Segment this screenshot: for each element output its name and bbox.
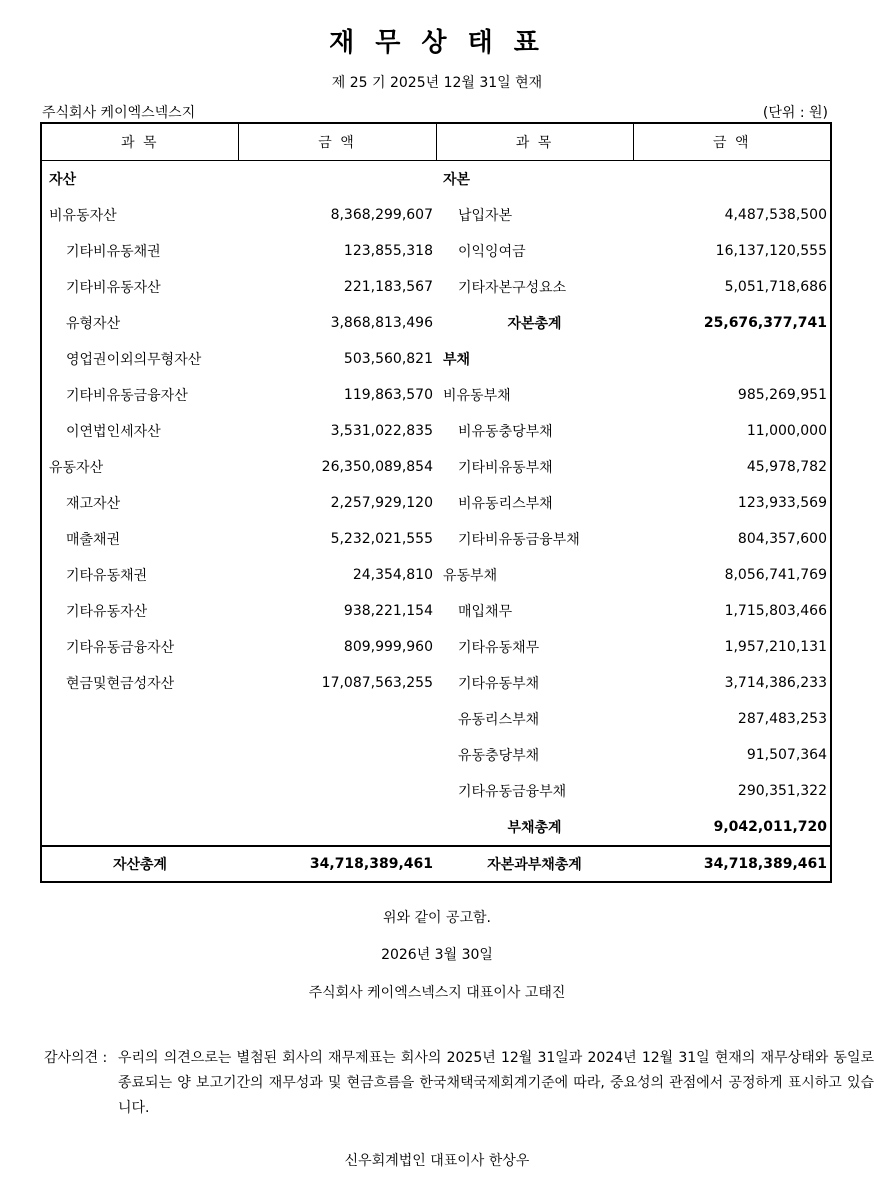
account-label: 매출채권 (66, 532, 121, 548)
amount-value: 17,087,563,255 (321, 675, 433, 691)
amount-value: 221,183,567 (343, 279, 433, 295)
account-label: 유동리스부채 (458, 712, 540, 728)
account-label: 기타유동금융부채 (458, 784, 567, 800)
notice-statement: 위와 같이 공고함. (382, 910, 492, 926)
table-row (41, 557, 831, 593)
account-label: 기타비유동자산 (66, 280, 161, 296)
amount-value: 4,487,538,500 (724, 207, 827, 223)
empty-cell (41, 809, 238, 846)
subtotal-value: 9,042,011,720 (713, 819, 827, 835)
amount-value: 123,933,569 (737, 495, 827, 511)
header-account-right: 과 목 (436, 123, 633, 161)
balance-sheet-table (40, 122, 832, 883)
account-label: 기타유동부채 (458, 676, 540, 692)
total-assets-label: 자산총계 (41, 846, 238, 882)
table-row (41, 449, 831, 485)
amount-value: 1,715,803,466 (724, 603, 827, 619)
reporting-period: 제 25 기 2025년 12월 31일 현재 (331, 75, 543, 91)
audit-opinion (44, 1046, 874, 1121)
account-label: 납입자본 (458, 208, 513, 224)
section-title-assets: 자산 (49, 172, 77, 188)
empty-cell (238, 773, 436, 809)
subtotal-value: 25,676,377,741 (703, 315, 827, 331)
table-row (41, 629, 831, 665)
amount-value: 24,354,810 (352, 567, 433, 583)
table-row (41, 197, 831, 233)
amount-value: 1,957,210,131 (724, 639, 827, 655)
amount-value: 8,368,299,607 (330, 207, 433, 223)
account-label: 유형자산 (66, 316, 121, 332)
audit-text: 우리의 의견으로는 별첨된 회사의 재무제표는 회사의 2025년 12월 31일과 2024년 12월 31일 현재의 재무상태와 동일로 종료되는 양 보고기간의 재무성과 및 현금흐름을 한국채택국제회계기준에 따라, 중요성의 관점에서 공정하게 표시하고 있습니다. (118, 1050, 874, 1116)
subtotal-label: 부채총계 (507, 820, 562, 836)
account-label: 기타비유동금융부채 (458, 532, 580, 548)
amount-value: 26,350,089,854 (321, 459, 433, 475)
total-assets-value: 34,718,389,461 (238, 846, 436, 882)
account-label: 영업권이외의무형자산 (66, 352, 202, 368)
company-name: 주식회사 케이엑스넥스지 (42, 105, 196, 121)
amount-value: 503,560,821 (343, 351, 433, 367)
table-row (41, 305, 831, 341)
audit-label: 감사의견 : (44, 1050, 108, 1066)
header-account-left: 과 목 (41, 123, 238, 161)
empty-cell (238, 737, 436, 773)
account-label: 비유동자산 (49, 208, 117, 224)
table-row (41, 485, 831, 521)
page-title: 재 무 상 태 표 (329, 28, 545, 58)
currency-unit: (단위 : 원) (762, 105, 828, 121)
auditor-signature: 신우회계법인 대표이사 한상우 (344, 1153, 530, 1169)
table-body (41, 161, 831, 883)
amount-cell (633, 341, 831, 377)
table-row (41, 773, 831, 809)
amount-value: 287,483,253 (737, 711, 827, 727)
amount-value: 290,351,322 (737, 783, 827, 799)
notice-date: 2026년 3월 30일 (381, 947, 493, 963)
account-label: 유동충당부채 (458, 748, 540, 764)
table-row (41, 161, 831, 198)
table-row (41, 737, 831, 773)
amount-value: 11,000,000 (746, 423, 827, 439)
subtotal-label: 자본총계 (507, 316, 562, 332)
account-label: 매입채무 (458, 604, 513, 620)
table-row (41, 701, 831, 737)
amount-value: 16,137,120,555 (715, 243, 827, 259)
amount-value: 5,232,021,555 (330, 531, 433, 547)
amount-value: 119,863,570 (343, 387, 433, 403)
account-label: 기타비유동부채 (458, 460, 553, 476)
amount-value: 5,051,718,686 (724, 279, 827, 295)
table-row (41, 413, 831, 449)
table-row (41, 269, 831, 305)
amount-value: 3,868,813,496 (330, 315, 433, 331)
empty-cell (41, 773, 238, 809)
account-label: 이연법인세자산 (66, 424, 161, 440)
table-row (41, 233, 831, 269)
account-label: 기타유동금융자산 (66, 640, 175, 656)
header-amount-left: 금 액 (238, 123, 436, 161)
table-row (41, 521, 831, 557)
amount-value: 938,221,154 (343, 603, 433, 619)
table-row (41, 377, 831, 413)
amount-value: 91,507,364 (746, 747, 827, 763)
amount-value: 45,978,782 (746, 459, 827, 475)
amount-value: 8,056,741,769 (724, 567, 827, 583)
account-label: 기타비유동금융자산 (66, 388, 188, 404)
section-title: 부채 (443, 352, 471, 368)
amount-value: 123,855,318 (343, 243, 433, 259)
account-label: 기타비유동채권 (66, 244, 161, 260)
amount-value: 985,269,951 (737, 387, 827, 403)
notice-ceo: 주식회사 케이엑스넥스지 대표이사 고태진 (308, 985, 566, 1001)
empty-cell (238, 701, 436, 737)
table-row (41, 593, 831, 629)
empty-cell (238, 809, 436, 846)
account-label: 기타자본구성요소 (458, 280, 567, 296)
section-title: 자본 (443, 172, 471, 188)
table-row (41, 665, 831, 701)
account-label: 유동부채 (443, 568, 498, 584)
account-label: 현금및현금성자산 (66, 676, 175, 692)
account-label: 이익잉여금 (458, 244, 526, 260)
total-equity-liabilities-value: 34,718,389,461 (633, 846, 831, 882)
account-label: 비유동충당부채 (458, 424, 553, 440)
account-label: 재고자산 (66, 496, 121, 512)
empty-cell (41, 701, 238, 737)
header-amount-right: 금 액 (633, 123, 831, 161)
amount-value: 3,714,386,233 (724, 675, 827, 691)
amount-value: 3,531,022,835 (330, 423, 433, 439)
account-label: 비유동리스부채 (458, 496, 553, 512)
total-equity-liabilities-label: 자본과부채총계 (436, 846, 633, 882)
account-label: 기타유동채권 (66, 568, 148, 584)
amount-value: 809,999,960 (343, 639, 433, 655)
account-label: 기타유동자산 (66, 604, 148, 620)
table-row (41, 809, 831, 846)
account-label: 유동자산 (49, 460, 104, 476)
amount-value: 804,357,600 (737, 531, 827, 547)
account-label: 비유동부채 (443, 388, 511, 404)
amount-cell (633, 161, 831, 198)
empty-cell (41, 737, 238, 773)
amount-value: 2,257,929,120 (330, 495, 433, 511)
table-header-row (41, 123, 831, 161)
amount-cell (238, 161, 436, 198)
grand-total-row (41, 846, 831, 882)
table-row (41, 341, 831, 377)
account-label: 기타유동채무 (458, 640, 540, 656)
